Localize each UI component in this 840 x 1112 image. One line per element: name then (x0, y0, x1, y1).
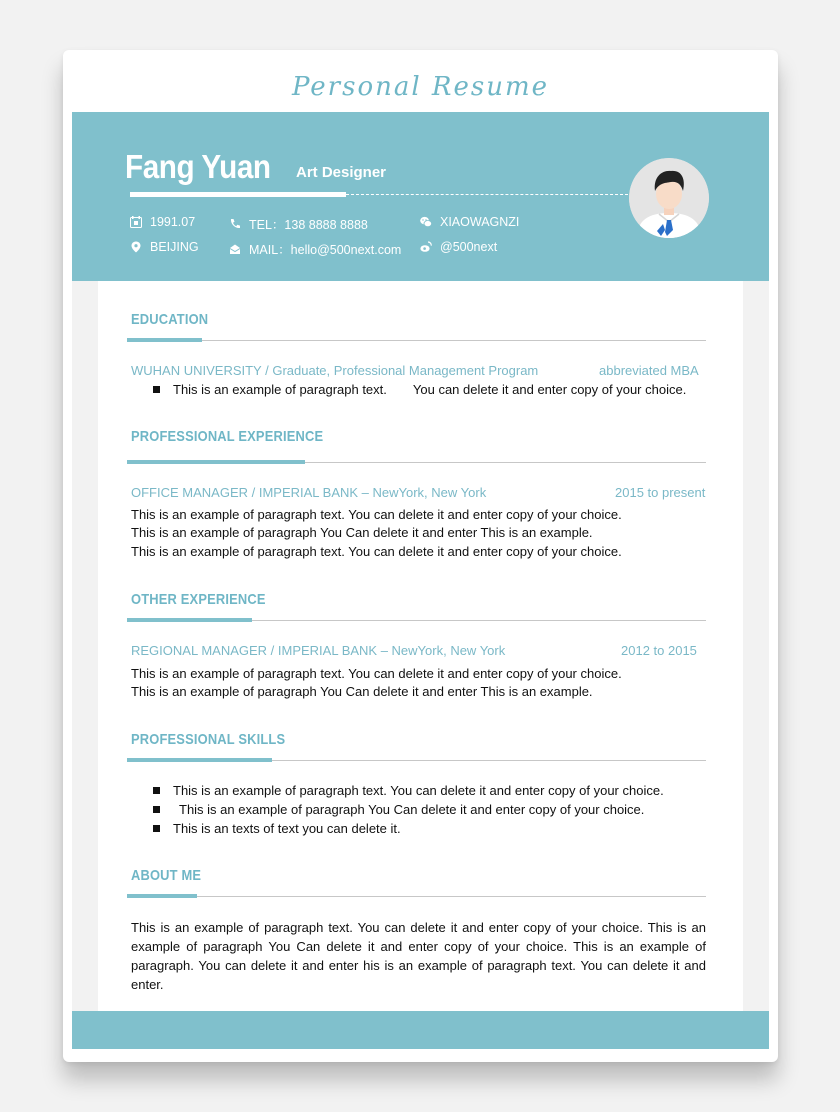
pro-exp-entry: OFFICE MANAGER / IMPERIAL BANK – NewYork, New York (131, 485, 487, 500)
pro-exp-dates: 2015 to present (615, 485, 706, 500)
education-bullet-text-a: This is an example of paragraph text. (173, 382, 387, 397)
section-title-other-experience: OTHER EXPERIENCE (131, 591, 266, 608)
footer-band (72, 1011, 769, 1049)
education-entry: WUHAN UNIVERSITY / Graduate, Professional Management Program (131, 363, 539, 378)
skill-text: This is an example of paragraph text. You can delete it and enter copy of your choice. (173, 783, 664, 798)
contact-weibo (420, 240, 497, 254)
bullet-square-icon (153, 806, 160, 813)
list-item (153, 802, 644, 817)
list-item (153, 783, 664, 798)
page-title: Personal Resume (291, 72, 550, 102)
bullet-square-icon (153, 787, 160, 794)
education-degree: abbreviated MBA (599, 363, 699, 378)
section-title-professional-experience: PROFESSIONAL EXPERIENCE (131, 428, 324, 445)
pro-exp-line: This is an example of paragraph text. You can delete it and enter copy of your choice. (131, 507, 622, 522)
section-title-about-me: ABOUT ME (131, 867, 202, 884)
section-accent-bar (127, 338, 202, 342)
resume-card (63, 50, 778, 1062)
section-accent-bar (127, 460, 305, 464)
contact-tel (229, 215, 368, 233)
list-item (153, 382, 686, 397)
birth-date: 1991.07 (150, 215, 196, 229)
pro-exp-line: This is an example of paragraph You Can delete it and enter This is an example. (131, 525, 593, 540)
email: MAIL：hello@500next.com (249, 243, 402, 257)
location-pin-icon (130, 241, 142, 253)
list-item (153, 821, 401, 836)
contact-birth (130, 215, 195, 229)
bullet-square-icon (153, 386, 160, 393)
weibo-handle: @500next (440, 240, 498, 254)
other-exp-dates: 2012 to 2015 (621, 643, 697, 658)
tel-number: TEL：138 8888 8888 (249, 218, 368, 232)
avatar (629, 158, 709, 238)
education-bullet-text-b: You can delete it and enter copy of your choice. (412, 382, 687, 397)
candidate-name: Fang Yuan (125, 148, 271, 185)
header-band (72, 112, 769, 281)
section-accent-bar (127, 758, 272, 762)
person-avatar-icon (629, 158, 709, 238)
bullet-square-icon (153, 825, 160, 832)
other-exp-entry: REGIONAL MANAGER / IMPERIAL BANK – NewYork, New York (131, 643, 506, 658)
wechat-icon (420, 216, 432, 228)
other-exp-line: This is an example of paragraph You Can delete it and enter This is an example. (131, 684, 593, 699)
other-exp-line: This is an example of paragraph text. You can delete it and enter copy of your choice. (131, 666, 622, 681)
section-rule (127, 340, 706, 341)
content-margin-right (743, 281, 769, 1011)
candidate-role: Art Designer (296, 164, 387, 181)
section-title-professional-skills: PROFESSIONAL SKILLS (131, 731, 286, 748)
contact-mail (229, 240, 401, 258)
skill-text: This is an example of paragraph You Can delete it and enter copy of your choice. (179, 802, 645, 817)
content-margin-left (72, 281, 98, 1011)
contact-city (130, 240, 199, 254)
calendar-icon (130, 216, 142, 228)
pro-exp-line: This is an example of paragraph text. You can delete it and enter copy of your choice. (131, 544, 622, 559)
section-accent-bar (127, 894, 197, 898)
contact-wechat (420, 215, 519, 229)
about-me-paragraph: This is an example of paragraph text. You can delete it and enter copy of your choice. This is an example of paragraph You Can delete it and enter copy of your choice. This is an example of paragraph. You can delete it and enter his is an example of paragraph text. You can delete it and enter. (131, 920, 706, 992)
name-underline (130, 192, 346, 197)
weibo-icon (420, 241, 432, 253)
section-title-education: EDUCATION (131, 311, 209, 328)
phone-icon (229, 218, 241, 230)
name-dashed-rule (346, 194, 628, 195)
wechat-id: XIAOWAGNZI (440, 215, 520, 229)
city: BEIJING (150, 240, 199, 254)
skill-text: This is an texts of text you can delete it. (173, 821, 401, 836)
section-rule (127, 896, 706, 897)
section-accent-bar (127, 618, 252, 622)
mail-icon (229, 243, 241, 255)
